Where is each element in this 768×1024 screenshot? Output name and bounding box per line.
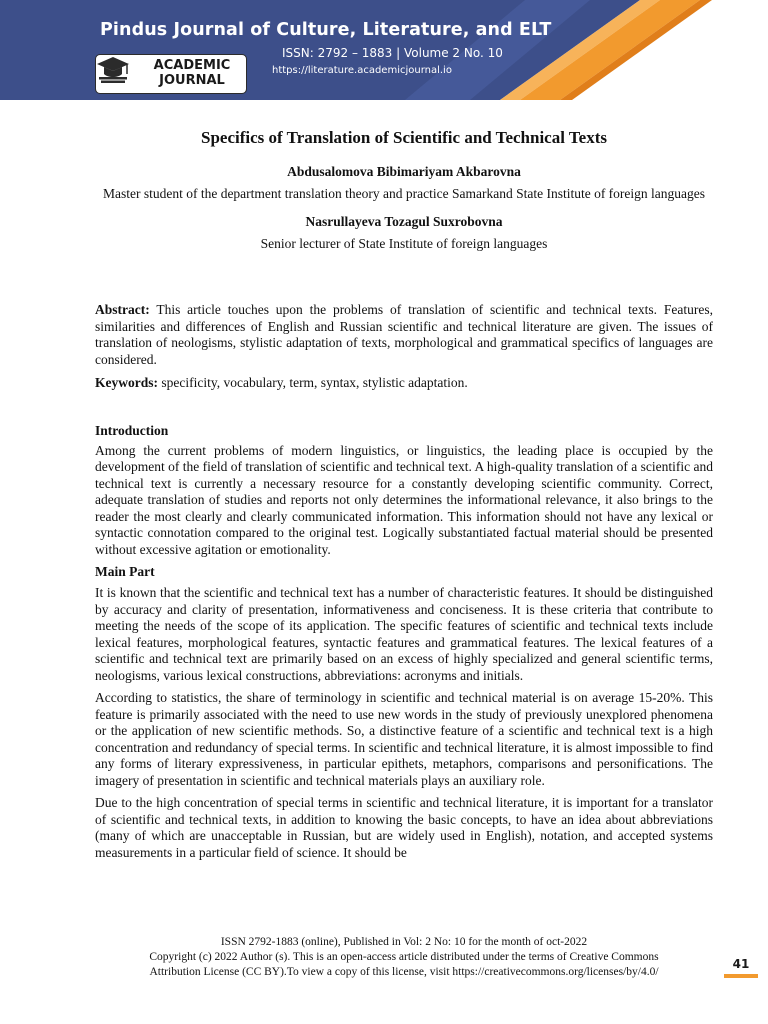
logo-line-1: ACADEMIC xyxy=(153,58,231,73)
main-paragraph: According to statistics, the share of terminology in scientific and technical material is on average 15-20%. This feature is primarily associated with the need to use new words in the study of previously unexplored phenomena or the application of new scientific methods. So, a distinctive feature of a scientific and technical text is a high concentration and redundancy of special terms. In scientific and technical literature, it is almost impossible to find any forms of literary expressiveness, in particular epithets, metaphors, comparisons and personifications. The imagery of presentation in scientific and technical materials plays an auxiliary role. xyxy=(95,690,713,788)
section-heading-main-part: Main Part xyxy=(95,564,155,579)
author-affiliation: Senior lecturer of State Institute of foreign languages xyxy=(260,236,548,251)
author-name: Abdusalomova Bibimariyam Akbarovna xyxy=(287,164,521,179)
page-number: 41 xyxy=(724,952,758,976)
footer-issn: ISSN 2792-1883 (online), Published in Vol: 2 No: 10 for the month of oct-2022 xyxy=(220,936,588,948)
main-paragraph: Due to the high concentration of special terms in scientific and technical literature, it is important for a translator of scientific and technical texts, in addition to knowing the basic concepts, to have an idea about abbreviations (many of which are unacceptable in Russian, but are widely used in English), notation, and accepted systems measurements in a particular field of science. It should be xyxy=(95,795,713,860)
keywords-label: Keywords: xyxy=(95,375,158,390)
journal-title: Pindus Journal of Culture, Literature, and ELT xyxy=(100,20,552,40)
issn-volume: ISSN: 2792 – 1883 | Volume 2 No. 10 xyxy=(282,46,503,60)
graduation-cap-icon xyxy=(96,55,130,85)
introduction-paragraph: Among the current problems of modern linguistics, or linguistics, the leading place is occupied by the development of the field of translation of scientific and technical text. A high-quality translation of a scientific and technical text is currently a necessary resource for a constantly developing scientific community. Correct, adequate translation of studies and reports not only determines the informational relevance, it also brings to the reader the most clearly and clearly communicated information. This information should not have any lexical or syntactic connotation compared to the original test. Logically substantiated factual material should be presented without excessive agitation or emotionality. xyxy=(95,442,713,557)
journal-url[interactable]: https://literature.academicjournal.io xyxy=(272,65,452,76)
logo-line-2: JOURNAL xyxy=(159,73,225,88)
main-paragraph: It is known that the scientific and technical text has a number of characteristic features. It should be distinguished by accuracy and clarity of presentation, informativeness and conciseness. It is these criteria that contribute to meeting the needs of the scope of its application. The specific features of scientific and technical texts include lexical features, morphological features, syntactic features and grammatical features. The lexical features of a scientific and technical text are primarily based on an excess of highly specialized and general scientific terms, neologisms, various lexical constructions, abbreviations: acronyms and initials. xyxy=(95,585,713,683)
author-affiliation: Master student of the department translation theory and practice Samarkand State Institute of foreign languages xyxy=(102,186,706,201)
section-heading-introduction: Introduction xyxy=(95,422,169,438)
logo-wordmark xyxy=(142,58,242,88)
author-name: Nasrullayeva Tozagul Suxrobovna xyxy=(305,214,503,229)
page-footer xyxy=(95,935,713,980)
abstract-label: Abstract: xyxy=(95,302,150,317)
abstract xyxy=(95,302,713,368)
footer-license: Attribution License (CC BY).To view a copy of this license, visit https://creativecommons.org/licenses/by/4.0/ xyxy=(149,966,659,978)
keywords xyxy=(95,375,713,392)
article-title: Specifics of Translation of Scientific and Technical Texts xyxy=(201,128,607,147)
academic-journal-logo xyxy=(95,54,247,94)
footer-copyright: Copyright (c) 2022 Author (s). This is an open-access article distributed under the terms of Creative Commons xyxy=(149,951,659,963)
article-body xyxy=(95,128,713,861)
keywords-text: specificity, vocabulary, term, syntax, stylistic adaptation. xyxy=(158,375,468,390)
journal-header-banner xyxy=(0,0,768,100)
page-number-accent-bar xyxy=(724,974,758,978)
abstract-text: This article touches upon the problems of translation of scientific and technical texts. Features, similarities and differences of English and Russian scientific and technical literature are given. The issues of translation of neologisms, stylistic adaptation of texts, morphological and grammatical specifics of languages are considered. xyxy=(95,302,713,367)
